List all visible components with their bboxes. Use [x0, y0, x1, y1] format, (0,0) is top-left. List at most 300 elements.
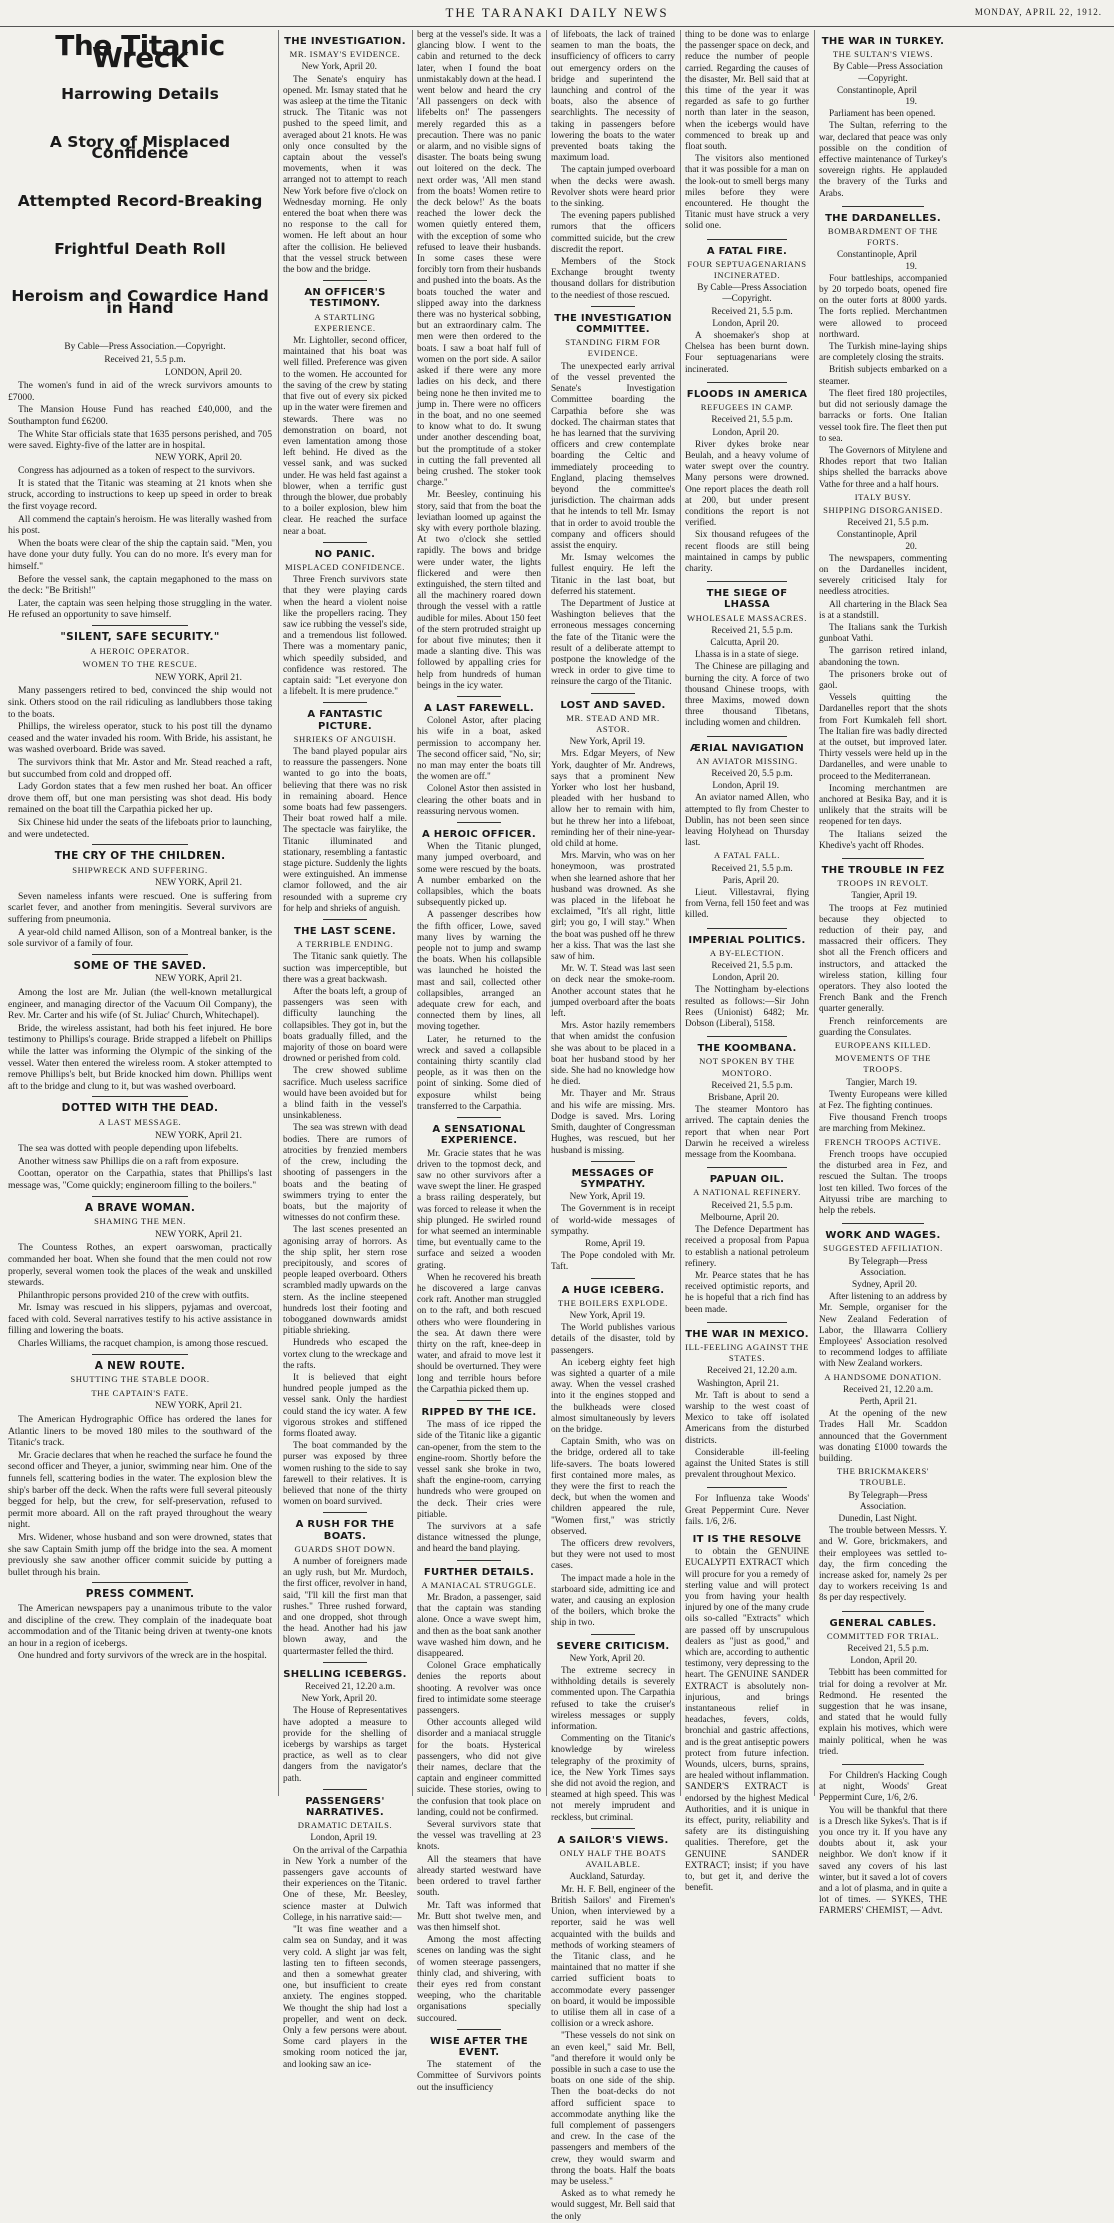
received-time: Received 20, 5.5 p.m.	[711, 768, 793, 779]
paragraph: A number of foreigners made an ugly rush, but Mr. Murdoch, the first officer, revolver in hand, said, "I'll kill the first man that rushes." Three rushed forward, and one dropped, shot through the head. Another had his jaw blown away, and the quartermaster felled the third.	[283, 1557, 407, 1657]
divider	[842, 1764, 924, 1765]
section-heading: THE CRY OF THE CHILDREN.	[54, 850, 226, 863]
paragraph: Charles Williams, the racquet champion, is among those rescued.	[18, 1338, 269, 1350]
dateline: Perth, April 21.	[859, 1396, 917, 1407]
paragraph: Bride, the wireless assistant, had both his feet injured. He bore testimony to Phillips's courage. Bride strapped a lifebelt on Phillips while the latter was informing the Olympic of the sinking of the vessel. Water then entered the wireless room. A stoker attempted to remove Phillips's belt, but Bride knocked him down. Phillips went aft to the bridge and clung to it, but was washed overboard.	[8, 1022, 272, 1092]
paragraph: The officers drew revolvers, but they were not used to most cases.	[551, 1539, 675, 1572]
divider	[591, 693, 636, 694]
dateline: Auckland, Saturday.	[569, 1872, 645, 1883]
dateline: London, April 20.	[712, 973, 779, 984]
section-heading: THE WAR IN MEXICO.	[685, 1328, 809, 1340]
divider	[323, 1512, 368, 1513]
dateline: Constantinople, April 19.	[836, 85, 917, 108]
section-heading: FURTHER DETAILS.	[423, 1566, 535, 1578]
paragraph: Mrs. Astor hazily remembers that when amidst the confusion she was about to be placed in a boat her husband stood by her side. She had no knowledge how he died.	[551, 1021, 675, 1088]
paragraph: berg at the vessel's side. It was a glancing blow. I went to the cabin and returned to the deck later, when I found the boat unmistakably down at the head. I went below and heard the cry 'All passengers on deck with lifebelts on!' The passengers merely regarded this as a precaution. There was no panic or alarm, and no visible signs of disaster. The boats being swung out loitered on the deck. The next order was, 'All men stand from the boats! Women retire to the deck below!' As the boats reached the lower deck the women quietly entered them, with the exception of some who refused to leave their husbands. In some cases these were forcibly torn from their husbands and pushed into the boats. As the boats touched the water and slipped away into the darkness there was no hysterical sobbing, but an extraordinary calm. The men were then ordered to the boats. I saw a boat half full of women on the port side. A sailor asked if there were any more ladies on his deck, and there being none he then invited me to jump in. There were no officers in the boat, and no one seemed to know what to do. It swung under another descending boat, but the promptitude of a stoker in cutting the fall prevented all being crushed. The stoker took charge."	[417, 30, 541, 489]
received-time: Received 21, 5.5 p.m.	[847, 518, 929, 529]
paragraph: Mr. H. F. Bell, engineer of the British Sailors' and Firemen's Union, when interviewed by a reporter, said he was well acquainted with the builds and methods of working steamers of the Titanic class, and he maintained that no matter if she carried sufficient boats to accommodate every passenger on board, it would be impossible to utilise them all in case of a collision or a wreck ashore.	[551, 1884, 675, 2030]
divider	[323, 919, 368, 920]
section-heading: A FANTASTIC PICTURE.	[307, 709, 383, 732]
divider	[92, 1196, 187, 1197]
paragraph: One hundred and forty survivors of the wreck are in the hospital.	[18, 1650, 267, 1662]
section-subheading: COMMITTED FOR TRIAL.	[826, 1630, 940, 1641]
divider	[92, 844, 187, 845]
paragraph: Five thousand French troops are marching from Mekinez.	[819, 1113, 947, 1135]
advertisement: You will be thankful that there is a Dresch like Sykes's. That is if you once try it. If you have any doubts about it, ask your neighbor. We don't know if it saved any covers of his last winter, but it saved a lot of covers and a lot of plasma, and in quite a lot of times. — SYKES, THE FARMERS' CHEMIST, — Advt.	[819, 1805, 947, 1917]
section-subheading: ONLY HALF THE BOATS AVAILABLE.	[559, 1848, 667, 1870]
section-subheading: THE BOILERS EXPLODE.	[557, 1297, 669, 1308]
paragraph: Mr. Thayer and Mr. Straus and his wife are missing. Mrs. Dodge is saved. Mrs. Loring Smith, daughter of Congressman Hughes, was rescued, but her husband is missing.	[551, 1089, 675, 1156]
paragraph: The women's fund in aid of the wreck survivors amounts to £7000.	[8, 380, 272, 403]
dateline: Constantinople, April 20.	[836, 530, 917, 552]
paragraph: The American Hydrographic Office has ordered the lanes for Atlantic liners to be moved 180 miles to the southward of the Titanic's track.	[8, 1414, 272, 1449]
section-heading: PRESS COMMENT.	[85, 1588, 195, 1601]
dateline: Melbourne, April 20.	[700, 1212, 779, 1223]
section-heading: THE INVESTIGATION COMMITTEE.	[554, 312, 672, 336]
dateline: Tangier, April 19.	[851, 891, 917, 902]
paragraph: Three French survivors state that they were playing cards when the heard a violent noise like the propellers racing. They saw ice rubbing the vessel's side, and a tremendous list followed. There was a momentary panic, which speedily subsided, and confidence was restored. The captain said: "Let everyone don a lifebelt. It is mere prudence."	[283, 575, 407, 698]
column-3	[417, 30, 541, 2093]
divider	[707, 382, 786, 383]
divider	[92, 1582, 187, 1583]
paragraph: Mrs. Edgar Meyers, of New York, daughter of Mr. Andrews, says that a prominent New Yorker who lost her husband, pleaded with her husband to allow her to remain with him, but he threw her into a lifeboat, reminding her of their nine-year-old child at home.	[551, 749, 675, 850]
column-6	[819, 30, 947, 1917]
paragraph: The White Star officials state that 1635 persons perished, and 705 were saved. Eighty-five of the latter are in hospital.	[8, 428, 272, 452]
paragraph: The American newspapers pay a unanimous tribute to the valor and discipline of the crew. They complain of the inadequate boat accommodation and of the Titanic being driven at twenty-one knots an hour in a region of icebergs.	[8, 1602, 272, 1649]
section-heading: A SAILOR'S VIEWS.	[557, 1834, 669, 1846]
paragraph: The troops at Fez mutinied because they objected to reduction of their pay, and massacred their officers. They shot all the French officers and instructors, and attacked the wireless station, killing four operators. They also looted the French Bank and the French quarter generally.	[819, 903, 947, 1015]
paragraph: Considerable ill-feeling against the United States is still prevalent throughout Mexico.	[685, 1447, 809, 1481]
divider	[457, 2029, 502, 2030]
divider	[842, 206, 924, 207]
section-heading: SOME OF THE SAVED.	[73, 959, 207, 972]
paragraph: The Chinese are pillaging and burning the city. A force of two thousand Chinese troops, with three Maxims, mowed down three thousand Tibetans, including women and children.	[685, 662, 809, 729]
divider	[591, 1278, 636, 1279]
dateline: New York, April 19.	[569, 1192, 645, 1203]
section-subheading: A LAST MESSAGE.	[98, 1116, 182, 1127]
divider	[707, 1487, 786, 1488]
paragraph: River dykes broke near Beulah, and a heavy volume of water swept over the country. Many persons were drowned. One report places the death roll at 200, but under present conditions the report is not verified.	[685, 439, 809, 529]
divider	[707, 1167, 786, 1168]
section-subheading: SUGGESTED AFFILIATION.	[823, 1243, 943, 1254]
paragraph: An iceberg eighty feet high was sighted a quarter of a mile away. When the vessel crashed into it the engines stopped and the bulkheads were closed almost simultaneously by levers on the bridge.	[551, 1357, 675, 1435]
subhead-record: Attempted Record-Breaking	[17, 191, 263, 210]
received-time: Received 21, 12.20 a.m.	[842, 1384, 934, 1395]
paragraph: Mr. Bradon, a passenger, said that the captain was standing alone. Once a wave swept him, and then as the boat sank another wave washed him down, and he disappeared.	[417, 1593, 541, 1660]
section-heading: A HEROIC OFFICER.	[421, 829, 536, 841]
dateline: London, April 19.	[712, 781, 779, 792]
section-heading: THE KOOMBANA.	[697, 1043, 797, 1055]
dateline: Paris, April 20.	[722, 875, 779, 886]
section-subheading: TROOPS IN REVOLT.	[837, 878, 929, 889]
advertisement: For Influenza take Woods' Great Peppermint Cure. Never fails. 1/6, 2/6.	[685, 1494, 809, 1527]
divider	[323, 542, 368, 543]
paragraph: Colonel Astor then assisted in clearing the other boats and in reassuring nervous women.	[417, 784, 541, 817]
section-subheading: ITALY BUSY.	[854, 491, 912, 502]
dateline: New York, April 20.	[569, 1653, 645, 1664]
newspaper-title: THE TARANAKI DAILY NEWS	[445, 5, 669, 20]
divider	[707, 1322, 786, 1323]
paragraph: Many passengers retired to bed, convinced the ship would not sink. Others stood on the rail ridiculing as landlubbers those taking to the boats.	[8, 685, 272, 720]
section-subheading: A TERRIBLE ENDING.	[296, 939, 394, 950]
column-2	[283, 30, 407, 2070]
divider	[92, 1354, 187, 1355]
byline: By Cable—Press Association.—Copyright.	[64, 342, 226, 353]
dateline: NEW YORK, April 21.	[154, 1229, 242, 1240]
paragraph: The fleet fired 180 projectiles, but did not seriously damage the barracks or forts. One Italian vessel took fire. The fleet then put to sea.	[819, 388, 947, 444]
section-subheading: A FATAL FALL.	[714, 850, 780, 861]
paragraph: Later, the captain was seen helping those struggling in the water. He refused an opportunity to save himself.	[8, 597, 272, 621]
divider	[323, 280, 368, 281]
paragraph: Mr. Beesley, continuing his story, said that from the boat the leviathan loomed up against the sky with every porthole blazing. At two o'clock she settled rapidly. The bows and bridge were under water, the lights flickered and were then extinguished, the stern tilted and all the machinery roared down through the vessel with a rattle audible for miles. About 150 feet of the stern protruded straight up for about five minutes; then it made a slanting dive. This was followed by appalling cries for help from hundreds of human beings in the icy water.	[417, 490, 541, 691]
paragraph: Coottan, operator on the Carpathia, states that Phillips's last message was, "Come quickly; engineroom filling to the boilers."	[8, 1168, 272, 1191]
dateline: NEW YORK, April 21.	[154, 1130, 242, 1141]
byline: By Cable—Press Association—Copyright.	[833, 62, 943, 84]
paragraph: The World publishes various details of the disaster, told by passengers.	[551, 1323, 675, 1356]
paragraph: The Governors of Mitylene and Rhodes report that two Italian ships shelled the barracks above Vathe for three and a half hours.	[819, 445, 947, 490]
paragraph: The newspapers, commenting on the Dardanelles incident, severely criticised Italy for needless atrocities.	[819, 553, 947, 598]
section-heading: THE TROUBLE IN FEZ	[821, 865, 945, 877]
paragraph: An aviator named Allen, who attempted to fly from Chester to Dublin, has not been seen since leaving Holyhead on Thursday last.	[685, 793, 809, 849]
dateline: NEW YORK, April 21.	[154, 878, 242, 889]
section-subheading: MOVEMENTS OF THE TROOPS.	[835, 1053, 931, 1075]
paragraph: The House of Representatives have adopted a measure to provide for the shelling of icebergs by warships as target practice, as well as to clear dangers from the navigator's path.	[283, 1706, 407, 1784]
paragraph: The captain jumped overboard when the decks were awash. Revolver shots were heard prior to the sinking.	[551, 165, 675, 210]
dateline: London, April 19.	[310, 1833, 377, 1844]
section-heading: FLOODS IN AMERICA	[686, 388, 808, 400]
paragraph: The garrison retired inland, abandoning the town.	[819, 646, 947, 668]
dateline: Constantinople, April 19.	[836, 250, 917, 272]
dateline: New York, April 19.	[569, 737, 645, 748]
paragraph: The crew showed sublime sacrifice. Much useless sacrifice would have been avoided but for a blind faith in the vessel's unsinkableness.	[283, 1066, 407, 1122]
paragraph: Asked as to what remedy he would suggest, Mr. Bell said that the only	[551, 2189, 675, 2222]
advertisement: to obtain the GENUINE EUCALYPTI EXTRACT which will procure for you a remedy of sterling value and will protect you from having your health injured by one of the many crude oils so-called "Extracts" which are passed off by unscrupulous dealers as "just as good," and which are, according to authentic testimony, very depressing to the heart. The GENUINE SANDER EXTRACT is absolutely non-injurious, and brings instantaneous relief in headaches, fevers, colds, bronchial and gastric affections, and is the great antiseptic powers protect from future infection. Wounds, ulcers, burns, sprains, are healed without inflammation. SANDER'S EXTRACT is endorsed by the highest Medical Authorities, and it is unique in its effect, purity, reliability and safety are its distinguishing qualities. Therefore, get the GENUINE SANDER EXTRACT; insist; if you have to, but get it, and derive the benefit.	[685, 1547, 809, 1894]
paragraph: Congress has adjourned as a token of respect to the survivors.	[18, 465, 255, 477]
section-subheading: SHUTTING THE STABLE DOOR.	[70, 1374, 210, 1385]
dateline: NEW YORK, April 20.	[154, 452, 242, 463]
dateline: Calcutta, April 20.	[710, 637, 779, 648]
section-subheading: SHRIEKS OF ANGUISH.	[293, 733, 397, 744]
paragraph: Mr. Ismay was rescued in his slippers, pyjamas and overcoat, faced with cold. Several narratives testify to his active assistance in filling and lowering the boats.	[8, 1302, 272, 1337]
section-heading: LOST AND SAVED.	[560, 699, 666, 711]
column-rule	[814, 30, 815, 1796]
paragraph: The unexpected early arrival of the vessel prevented the Senate's Investigation Committee boarding the Carpathia before she was docked. The chairman states that he has learned that the surviving officers and crew contemplate boarding the Celtic and immediately proceeding to England, placing themselves beyond the committee's jurisdiction. The chairman adds that he intends to tell Mr. Ismay that in order to avoid trouble the company and officers should assist the enquiry.	[551, 361, 675, 551]
paragraph: Mr. Taft is about to send a warship to the west coast of Mexico to take off isolated Americans from the disturbed districts.	[685, 1390, 809, 1446]
paragraph: The mass of ice ripped the side of the Titanic like a gigantic can-opener, from the stem to the engine-room. Shortly before the vessel sank she broke in two, shaft the engine-room, carrying hundreds who were grouped on the deck. Their cries were pitiable.	[417, 1420, 541, 1520]
dateline: New York, April 20.	[301, 1694, 377, 1705]
paragraph: The sea was strewn with dead bodies. There are rumors of atrocities by frenzied members of the crew, including the shooting of passengers in the boats and the beating of swimmers trying to enter the boats, but the majority of witnesses do not confirm these.	[283, 1123, 407, 1224]
section-heading: A FATAL FIRE.	[706, 245, 788, 257]
paragraph: Incoming merchantmen are anchored at Besika Bay, and it is unlikely that the straits will be reopened for ten days.	[819, 783, 947, 828]
received-time: Received 21, 5.5 p.m.	[711, 415, 793, 426]
section-subheading: MR. STEAD AND MR. ASTOR.	[566, 712, 660, 734]
paragraph: When the boats were clear of the ship the captain said. "Men, you have done your duty fully. You can do no more. It's every man for himself."	[8, 537, 272, 573]
divider	[323, 1789, 368, 1790]
section-subheading: NOT SPOKEN BY THE MONTORO.	[699, 1056, 795, 1078]
paragraph: of lifeboats, the lack of trained seamen to man the boats, the insufficiency of officers to carry out emergency orders on the bridge and superintend the launching and control of the boats, also the absence of searchlights. The necessity of taking in passengers before lowering the boats to the water prevented boats taking the maximum load.	[551, 30, 675, 164]
paragraph: It is stated that the Titanic was steaming at 21 knots when she struck, according to instructions to keep up speed in order to break the first voyage record.	[8, 477, 272, 513]
section-subheading: THE CAPTAIN'S FATE.	[91, 1387, 189, 1398]
divider	[591, 1634, 636, 1635]
paragraph: The extreme secrecy in withholding details is severely commented upon. The Carpathia refused to take the cruiser's wireless messages or supply information.	[551, 1666, 675, 1733]
divider	[591, 1828, 636, 1829]
section-subheading: BOMBARDMENT OF THE FORTS.	[827, 226, 939, 248]
paragraph: Six Chinese hid under the seats of the lifeboats prior to launching, and were undetected.	[8, 816, 272, 840]
paragraph: Mr. Gracie states that he was driven to the topmost deck, and saw no other survivors after a wave swept the liner. He grasped a brass railing desperately, but was forced to release it when the ship plunged. He swirled round for what seemed an interminable time, but eventually came to the surface and seized a wooden grating.	[417, 1148, 541, 1271]
divider	[457, 822, 502, 823]
section-subheading: A NATIONAL REFINERY.	[693, 1187, 801, 1198]
paragraph: The sea was dotted with people depending upon lifebelts.	[18, 1143, 239, 1155]
divider	[707, 239, 786, 240]
section-heading: THE WAR IN TURKEY.	[821, 36, 945, 47]
divider	[842, 1611, 924, 1612]
section-heading: MESSAGES OF SYMPATHY.	[571, 1167, 655, 1190]
paragraph: The Turkish mine-laying ships are completely closing the straits.	[819, 342, 947, 364]
column-1	[8, 30, 272, 1796]
divider	[591, 306, 636, 307]
paragraph: The steamer Montoro has arrived. The captain denies the report that when near Port Darwin he received a wireless message from the Koombana.	[685, 1105, 809, 1161]
column-rule	[546, 30, 547, 1796]
paragraph: All commend the captain's heroism. He was literally washed from his post.	[8, 513, 272, 537]
paragraph: The survivors think that Mr. Astor and Mr. Stead reached a raft, but succumbed from cold and dropped off.	[8, 756, 272, 780]
received-time: Received 21, 5.5 p.m.	[711, 306, 793, 317]
section-subheading: WOMEN TO THE RESCUE.	[82, 659, 198, 670]
section-heading: A HUGE ICEBERG.	[561, 1284, 665, 1296]
paragraph: Phillips, the wireless operator, stuck to his post till the dynamo ceased and the water invaded his room. With Bride, his assistant, he was washed overboard. Bride was saved.	[8, 721, 272, 756]
paragraph: Several survivors state that the vessel was travelling at 23 knots.	[417, 1820, 541, 1853]
section-heading: RIPPED BY THE ICE.	[421, 1406, 537, 1418]
divider	[92, 1096, 187, 1097]
paragraph: Vessels quitting the Dardanelles report that the shots from Fort Kumkaleh fell short. The Italian fire was badly directed at the outset, but improved later. Thirty vessels were held up in the Dardanelles, and were unable to proceed to the Mediterranean.	[819, 693, 947, 782]
paragraph: When the Titanic plunged, many jumped overboard, and some were rescued by the boats. A number embarked on the collapsibles, which the boats subsequently picked up.	[417, 842, 541, 909]
paragraph: The band played popular airs to reassure the passengers. None wanted to go into the boats, believing that there was no risk in remaining aboard. Hence some boats had few passengers. Their boat rowed half a mile. The spectacle was fairylike, the Titanic illuminated and stationary, resembling a fantastic stage picture. Suddenly the lights were extinguished. An immense clamor followed, and the air resounded with a supreme cry for help and shrieks of anguish.	[283, 746, 407, 914]
paragraph: At the opening of the new Trades Hall Mr. Scaddon announced that the Government was donating £1000 towards the building.	[819, 1409, 947, 1464]
section-subheading: THE BRICKMAKERS' TROUBLE.	[836, 1466, 930, 1488]
received-time: Received 21, 5.5 p.m.	[847, 1644, 929, 1655]
paragraph: The visitors also mentioned that it was possible for a man on the look-out to smell bergs many miles before they were encountered. He thought the Titanic must have struck a very solid one.	[685, 154, 809, 232]
paragraph: The evening papers published rumors that the officers committed suicide, but the crew discredit the report.	[551, 211, 675, 255]
paragraph: Lhassa is in a state of siege.	[695, 650, 799, 661]
masthead	[0, 0, 1114, 27]
paragraph: Four battleships, accompanied by 20 torpedo boats, opened fire on the outer forts at 8000 yards. The forts replied. Merchantmen were allowed to proceed northward.	[819, 273, 947, 340]
paragraph: Members of the Stock Exchange brought twenty thousand dollars for distribution to the neediest of those rescued.	[551, 257, 675, 301]
section-heading: A LAST FAREWELL.	[424, 702, 534, 714]
paragraph: It is believed that eight hundred people jumped as the vessel sank. Only the hardiest could stand the icy water. A few vigorous strokes and stiffened forms floated away.	[283, 1372, 407, 1439]
divider	[707, 1036, 786, 1037]
dateline: Dunedin, Last Night.	[838, 1513, 917, 1524]
paragraph: The Defence Department has received a proposal from Papua to establish a national petroleum refinery.	[685, 1225, 809, 1269]
paragraph: The Countess Rothes, an expert oarswoman, practically commanded her boat. When she found that the men could not row properly, several women took the places of the weak and unskilled stewards.	[8, 1242, 272, 1289]
section-subheading: A MANIACAL STRUGGLE.	[421, 1579, 537, 1590]
section-heading: SHELLING ICEBERGS.	[283, 1668, 407, 1680]
section-subheading: A HEROIC OPERATOR.	[90, 645, 190, 656]
divider	[457, 1400, 502, 1401]
issue-date: MONDAY, APRIL 22, 1912.	[974, 7, 1102, 17]
section-heading: THE LAST SCENE.	[294, 926, 396, 938]
section-heading: IMPERIAL POLITICS.	[688, 934, 806, 946]
divider	[323, 1662, 368, 1663]
section-subheading: AN AVIATOR MISSING.	[696, 755, 798, 766]
paragraph: The last scenes presented an agonising array of horrors. As the ship split, her stern rose precipitously, and scores of people leaped overboard. Others scrambled madly upwards on the stern. As the incline steepened hundreds lost their footing and tobogganed downwards amidst pitiable shrieking.	[283, 1225, 407, 1337]
paragraph: A year-old child named Allison, son of a Montreal banker, is the sole survivor of a family of four.	[8, 926, 272, 950]
paragraph: Hundreds who escaped the vortex clung to the wreckage and the rafts.	[283, 1338, 407, 1371]
dateline: New York, April 20.	[301, 62, 377, 73]
paragraph: Philanthropic persons provided 210 of the crew with outfits.	[18, 1289, 250, 1301]
section-heading: A SENSATIONAL EXPERIENCE.	[432, 1124, 526, 1147]
paragraph: Parliament has been opened.	[829, 109, 936, 120]
section-subheading: THE SULTAN'S VIEWS.	[832, 49, 934, 60]
dateline: NEW YORK, April 21.	[154, 1401, 242, 1412]
section-heading: PASSENGERS' NARRATIVES.	[305, 1795, 385, 1819]
section-subheading: SHIPPING DISORGANISED.	[823, 504, 943, 515]
paragraph: "It was fine weather and a calm sea on Sunday, and it was very cold. A slight jar was felt, lasting ten to fifteen seconds, and then a somewhat greater one, but insufficient to create anxiety. The engines stopped. We thought the ship had lost a propeller, and went on deck. Only a few persons were about. Some card players in the smoking room noticed the jar, and looking saw an ice-	[283, 1925, 407, 2070]
paragraph: Mr. W. T. Stead was last seen on deck near the smoke-room. Another account states that he jumped overboard after the boats left.	[551, 964, 675, 1020]
section-heading: "SILENT, SAFE SECURITY."	[60, 631, 220, 643]
paragraph: The impact made a hole in the starboard side, admitting ice and water, and causing an explosion of the boilers, which broke the ship in two.	[551, 1573, 675, 1629]
paragraph: After the boats left, a group of passengers was seen with difficulty launching the collapsibles. They got in, but the boats gradually filled, and the majority of those on board were drowned or perished from cold.	[283, 987, 407, 1065]
paragraph: The survivors at a safe distance witnessed the plunge, and heard the band playing.	[417, 1522, 541, 1555]
divider	[323, 702, 368, 703]
column-rule	[680, 30, 681, 1796]
section-subheading: FRENCH TROOPS ACTIVE.	[824, 1136, 942, 1147]
column-5	[685, 30, 810, 1894]
section-heading: DOTTED WITH THE DEAD.	[61, 1102, 219, 1115]
advertisement-heading: IT IS THE RESOLVE	[692, 1533, 802, 1545]
section-heading: GENERAL CABLES.	[829, 1617, 937, 1629]
paragraph: French reinforcements are guarding the Consulates.	[819, 1016, 947, 1038]
paragraph: Among the lost are Mr. Julian (the well-known metallurgical engineer, and managing director of the Vacuum Oil Company), the Rev. Mr. Carter and his wife (of St. Juliac' Church, Whitechapel).	[8, 987, 272, 1022]
column-rule	[278, 30, 279, 1796]
paragraph: The Sultan, referring to the war, declared that peace was only possible on the condition of effective maintenance of Turkey's sovereign rights. He applauded the bravery of the Turks and Arabs.	[819, 121, 947, 199]
divider	[842, 1223, 924, 1224]
paragraph: The statement of the Committee of Survivors points out the insufficiency	[417, 2060, 541, 2093]
section-subheading: REFUGEES IN CAMP.	[700, 402, 794, 413]
dateline: New York, April 19.	[569, 1310, 645, 1321]
paragraph: The Department of Justice at Washington believes that the erroneous messages concerning the fate of the Titanic were the result of a deliberate attempt to postpone the knowledge of the wreck in order to give time to reinsure the cargo of the Titanic.	[551, 598, 675, 688]
section-heading: THE DARDANELLES.	[825, 212, 941, 224]
paragraph: The Italians seized the Khedive's yacht off Rhodes.	[819, 829, 947, 851]
dateline: London, April 20.	[850, 1656, 917, 1667]
paragraph: A passenger describes how the fifth officer, Lowe, saved many lives by warning the people not to jump and swamp the boats. When his collapsible was launched he hoisted the mast and sail, collected other collapsibles, arranged an adequate crew for each, and connected them by lines, all moving together.	[417, 910, 541, 1033]
paragraph: The trouble between Messrs. Y. and W. Gore, brickmakers, and their employees was settled to-day, the firm conceding the increase asked for, namely 2s per day to workers receiving 1s and 8s per day respectively.	[819, 1526, 947, 1604]
received-time: Received 21, 12.20 a.m.	[706, 1366, 798, 1377]
paragraph: Seven nameless infants were rescued. One is suffering from scarlet fever, and another from meningitis. Several survivors are suffering from pneumonia.	[8, 890, 272, 926]
section-subheading: ILL-FEELING AGAINST THE STATES.	[685, 1341, 809, 1364]
dateline: Sydney, April 20.	[852, 1279, 917, 1290]
byline: By Telegraph—Press Association.	[848, 1490, 928, 1512]
paragraph: The boat commanded by the purser was exposed by three women rushing to the side to say farewell to their relatives. It is believed that none of the thirty women on board survived.	[283, 1441, 407, 1508]
subhead-harrowing: Harrowing Details	[61, 85, 219, 104]
section-heading: PAPUAN OIL.	[709, 1174, 785, 1186]
paragraph: The Government is in receipt of world-wide messages of sympathy.	[551, 1204, 675, 1237]
dateline: Washington, April 21.	[697, 1378, 779, 1389]
section-subheading: GUARDS SHOT DOWN.	[294, 1543, 396, 1554]
section-subheading: MR. ISMAY'S EVIDENCE.	[289, 49, 401, 60]
paragraph: Commenting on the Titanic's knowledge by wireless telegraphy of the proximity of ice, the New York Times says she did not avoid the region, and steamed at high speed. This was not merely imprudent and reckless, but criminal.	[551, 1734, 675, 1823]
paragraph: The prisoners broke out of gaol.	[819, 669, 947, 691]
divider	[842, 858, 924, 859]
paragraph: The Senate's enquiry has opened. Mr. Ismay stated that he was asleep at the time the Titanic struck. The Titanic was not pushed to the speed limit, and averaged about 21 knots. He was only once consulted by the captain about the vessel's movements, when it was arranged not to attempt to reach New York before five o'clock on Wednesday morning. He only entered the boat when there was no response to the call for women. He left about an hour after the collision. He believed that the vessel struck between the bow and the bridge.	[283, 74, 407, 276]
section-subheading: EUROPEANS KILLED.	[834, 1040, 932, 1051]
paragraph: A shoemaker's shop at Chelsea has been burnt down. Four septuagenarians were incinerated.	[685, 331, 809, 375]
paragraph: Colonel Grace emphatically denies the reports about shooting. A revolver was once fired to intimidate some steerage passengers.	[417, 1661, 541, 1717]
section-heading: AN OFFICER'S TESTIMONY.	[304, 287, 386, 310]
section-subheading: WHOLESALE MASSACRES.	[687, 612, 807, 623]
section-heading: WISE AFTER THE EVENT.	[430, 2035, 528, 2058]
section-subheading: SHIPWRECK AND SUFFERING.	[72, 864, 208, 875]
divider	[591, 1161, 636, 1162]
paragraph: Mr. Gracie declares that when he reached the surface he found the second officer and Theyer, a junior, swimming near him. One of the funnels fell, scattering bodies in the water. The explosion blew the ship's barber off the deck. When the rafts were full several piteously begged for help, but the crew, for self-preservation, refused to permit more aboard. All on the raft prayed throughout the weary night.	[8, 1449, 272, 1531]
paragraph: Twenty Europeans were killed at Fez. The fighting continues.	[819, 1089, 947, 1112]
paragraph: Mr. Taft was informed that Mr. Butt shot twelve men, and was then himself shot.	[417, 1900, 541, 1933]
section-subheading: FOUR SEPTUAGENARIANS INCINERATED.	[687, 258, 807, 281]
section-heading: NO PANIC.	[314, 548, 376, 560]
received-time: Received 21, 5.5 p.m.	[711, 1200, 793, 1211]
paragraph: The Italians sank the Turkish gunboat Vathi.	[819, 622, 947, 645]
received-time: Received 21, 5.5 p.m.	[711, 1080, 793, 1091]
byline: By Telegraph—Press Association.	[848, 1256, 928, 1278]
received-time: Received 21, 5.5 p.m.	[711, 863, 793, 874]
paragraph: Mrs. Marvin, who was on her honeymoon, was prostrated when she learned ashore that her husband was drowned. As she was placed in the lifeboat he exclaimed, "It's all right, little girl; you go, I will stay." When the boat was pushed off he threw her a kiss. That was the last she saw of him.	[551, 851, 675, 963]
paragraph: Mr. Ismay welcomes the fullest enquiry. He left the Titanic in the last boat, but deferred his statement.	[551, 553, 675, 597]
paragraph: All chartering in the Black Sea is at a standstill.	[819, 599, 947, 621]
dateline: London, April 20.	[712, 318, 779, 329]
section-subheading: A STARTLING EXPERIENCE.	[314, 311, 376, 333]
section-heading: THE INVESTIGATION.	[284, 36, 406, 47]
dateline: Brisbane, April 20.	[708, 1093, 779, 1104]
section-subheading: MISPLACED CONFIDENCE.	[284, 561, 406, 572]
dateline: NEW YORK, April 21.	[154, 974, 242, 985]
paragraph: On the arrival of the Carpathia in New York a number of the passengers gave accounts of their experiences on the Titanic. One of these, Mr. Beesley, science master at Dulwich College, in his narrative said:—	[283, 1845, 407, 1923]
column-4	[551, 30, 675, 2222]
paragraph: Other accounts alleged wild disorder and a maniacal struggle for the boats. Hysterical passengers, who did not give their names, declare that the captain and engineer committed suicide. These stories, owing to the confusion that took place on landing, could not be confirmed.	[417, 1718, 541, 1818]
paragraph: Lady Gordon states that a few men rushed her boat. An officer drove them off, but one man persisting was shot dead. His body remained on the boat till the Carpathia picked her up.	[8, 781, 272, 816]
subhead-heroism: Heroism and Cowardice Hand in Hand	[11, 287, 269, 317]
divider	[457, 1560, 502, 1561]
divider	[457, 1117, 502, 1118]
paragraph: Mr. Lightoller, second officer, maintained that his boat was well filled. Preference was given to the women. He accounted for the saving of the crew by stating that five out of every six picked up in the water were firemen and stewards. There was no demonstration on board, not even lamentation among those left behind. He dived as the vessel sank, and was sucked under. He was held fast against a blower, when a terrific gust through the blower, due probably to a boiler explosion, blew him clear. He reached the surface near a boat.	[283, 336, 407, 537]
section-heading: ÆRIAL NAVIGATION	[689, 742, 805, 754]
paragraph: Later, he returned to the wreck and saved a collapsible containing thirty scantily clad people, as it was then on the point of sinking. Some died of exposure whilst being transferred to the Carpathia.	[417, 1034, 541, 1112]
divider	[707, 928, 786, 929]
paragraph: All the steamers that have already started westward have been ordered to travel farther south.	[417, 1854, 541, 1899]
divider	[92, 625, 187, 626]
section-subheading: STANDING FIRM FOR EVIDENCE.	[565, 337, 661, 359]
received-time: Received 21, 5.5 p.m.	[711, 625, 793, 636]
column-rule	[412, 30, 413, 1796]
paragraph: The Titanic sank quietly. The suction was imperceptible, but there was a great backwash.	[283, 952, 407, 985]
paragraph: After listening to an address by Mr. Semple, organiser for the New Zealand Federation of Labor, the Illawarra Colliery Employees' Association resolved to recommend lodges to affiliate with New Zealand workers.	[819, 1292, 947, 1370]
paragraph: The Nottingham by-elections resulted as follows:—Sir John Rees (Unionist) 6482; Mr. Dobson (Liberal), 5158.	[685, 985, 809, 1030]
dateline: Tangier, March 19.	[846, 1077, 917, 1088]
received-time: Received 21, 5.5 p.m.	[711, 961, 793, 972]
paragraph: Mr. Pearce states that he has received optimistic reports, and he is hopeful that a rich find has been made.	[685, 1270, 809, 1315]
section-heading: A NEW ROUTE.	[94, 1359, 186, 1372]
paragraph: French troops have occupied the disturbed area in Fez, and rescued the Sultan. The troops lost ten killed. Two forces of the Aityussi tribe are marching to help the rebels.	[819, 1149, 947, 1216]
dateline: Rome, April 19.	[585, 1238, 645, 1249]
section-subheading: A BY-ELECTION.	[709, 947, 785, 958]
paragraph: thing to be done was to enlarge the passenger space on deck, and reduce the number of people carried. Regarding the causes of the disaster, Mr. Bell said that at this time of the year it was regarded as safe to go further north than later in the season, when the icebergs would have commenced to break up and float south.	[685, 30, 809, 153]
section-heading: A BRAVE WOMAN.	[84, 1201, 196, 1214]
subhead-misplaced: A Story of Misplaced Confidence	[49, 132, 231, 163]
paragraph: The Mansion House Fund has reached £40,000, and the Southampton fund £6200.	[8, 404, 272, 427]
paragraph: Mrs. Widener, whose husband and son were drowned, states that she saw Captain Smith jump off the bridge into the sea. A moment previously she saw another officer commit suicide by putting a bullet through his brain.	[8, 1531, 272, 1578]
paragraph: "These vessels do not sink on an even keel," said Mr. Bell, "and therefore it would only be possible in such a case to use the boats on one side of the ship. Then the boat-decks do not afford sufficient space to accommodate anything like the full complement of passengers and crew. In the case of the passengers and members of the crew, they would swarm and throng the boats. Half the boats may be useless."	[551, 2031, 675, 2187]
paragraph: Before the vessel sank, the captain megaphoned to the mass on the deck: "Be British!"	[8, 573, 272, 597]
subhead-death-roll: Frightful Death Roll	[54, 239, 226, 258]
divider	[92, 954, 187, 955]
main-headline: The Titanic Wreck	[55, 29, 225, 74]
